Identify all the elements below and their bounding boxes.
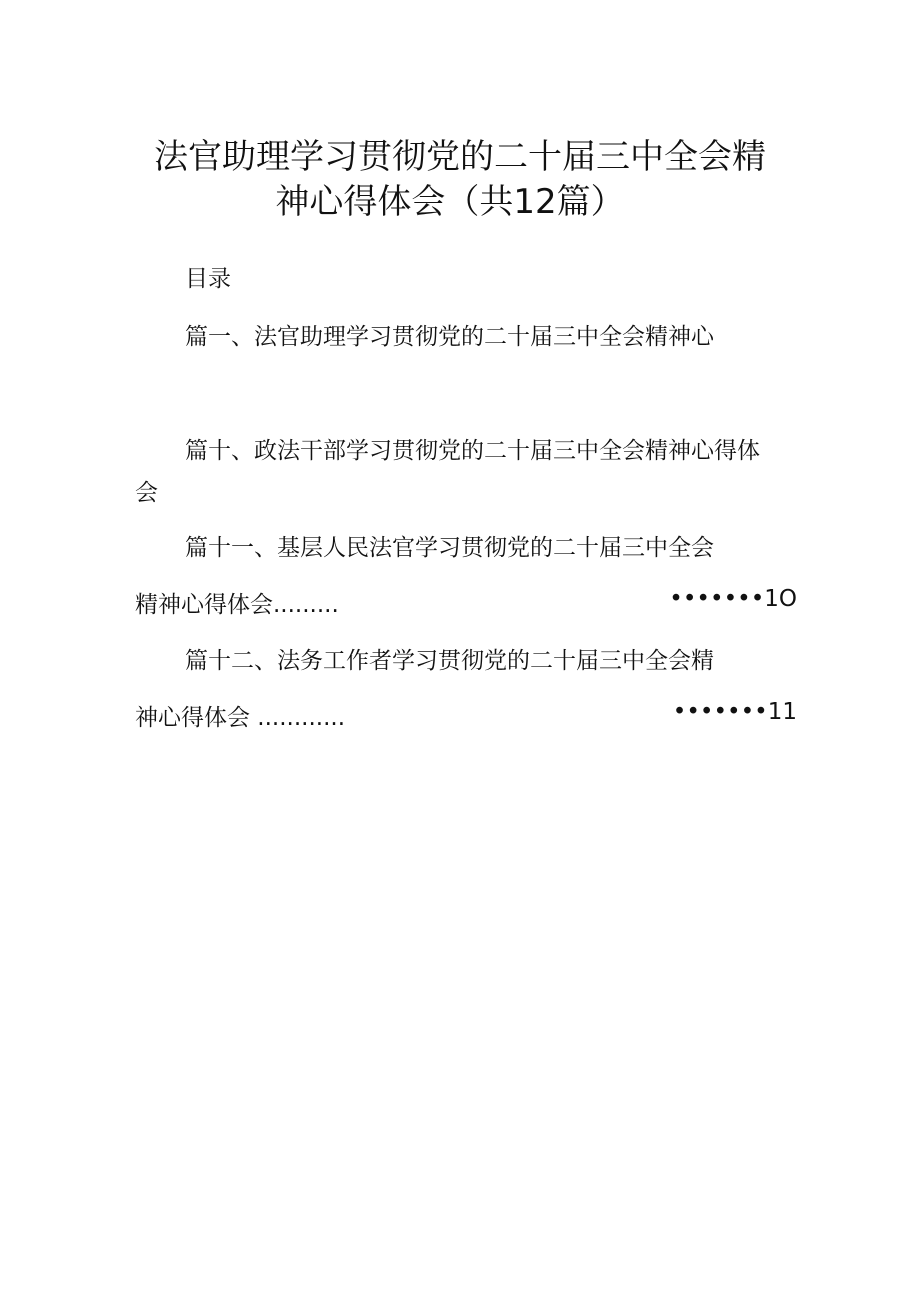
toc-entry-12-page-number: •••••••11 (672, 699, 797, 725)
toc-entry-12-line-2[interactable]: 神心得体会 ............ (135, 705, 346, 731)
toc-entry-10-line-1[interactable]: 篇十、政法干部学习贯彻党的二十届三中全会精神心得体 (185, 438, 760, 464)
toc-heading: 目录 (185, 266, 231, 292)
toc-entry-11-line-1[interactable]: 篇十一、基层人民法官学习贯彻党的二十届三中全会 (185, 535, 714, 561)
toc-entry-10-line-2[interactable]: 会 (135, 480, 158, 506)
toc-entry-11-line-2[interactable]: 精神心得体会......... (135, 592, 339, 618)
toc-entry-1[interactable]: 篇一、法官助理学习贯彻党的二十届三中全会精神心 (185, 324, 714, 350)
toc-entry-12-line-1[interactable]: 篇十二、法务工作者学习贯彻党的二十届三中全会精 (185, 648, 714, 674)
toc-entry-11-page-number: •••••••1O (669, 586, 797, 612)
document-title-line-2: 神心得体会（共12篇） (275, 182, 625, 222)
document-title-line-1: 法官助理学习贯彻党的二十届三中全会精 (154, 137, 766, 177)
